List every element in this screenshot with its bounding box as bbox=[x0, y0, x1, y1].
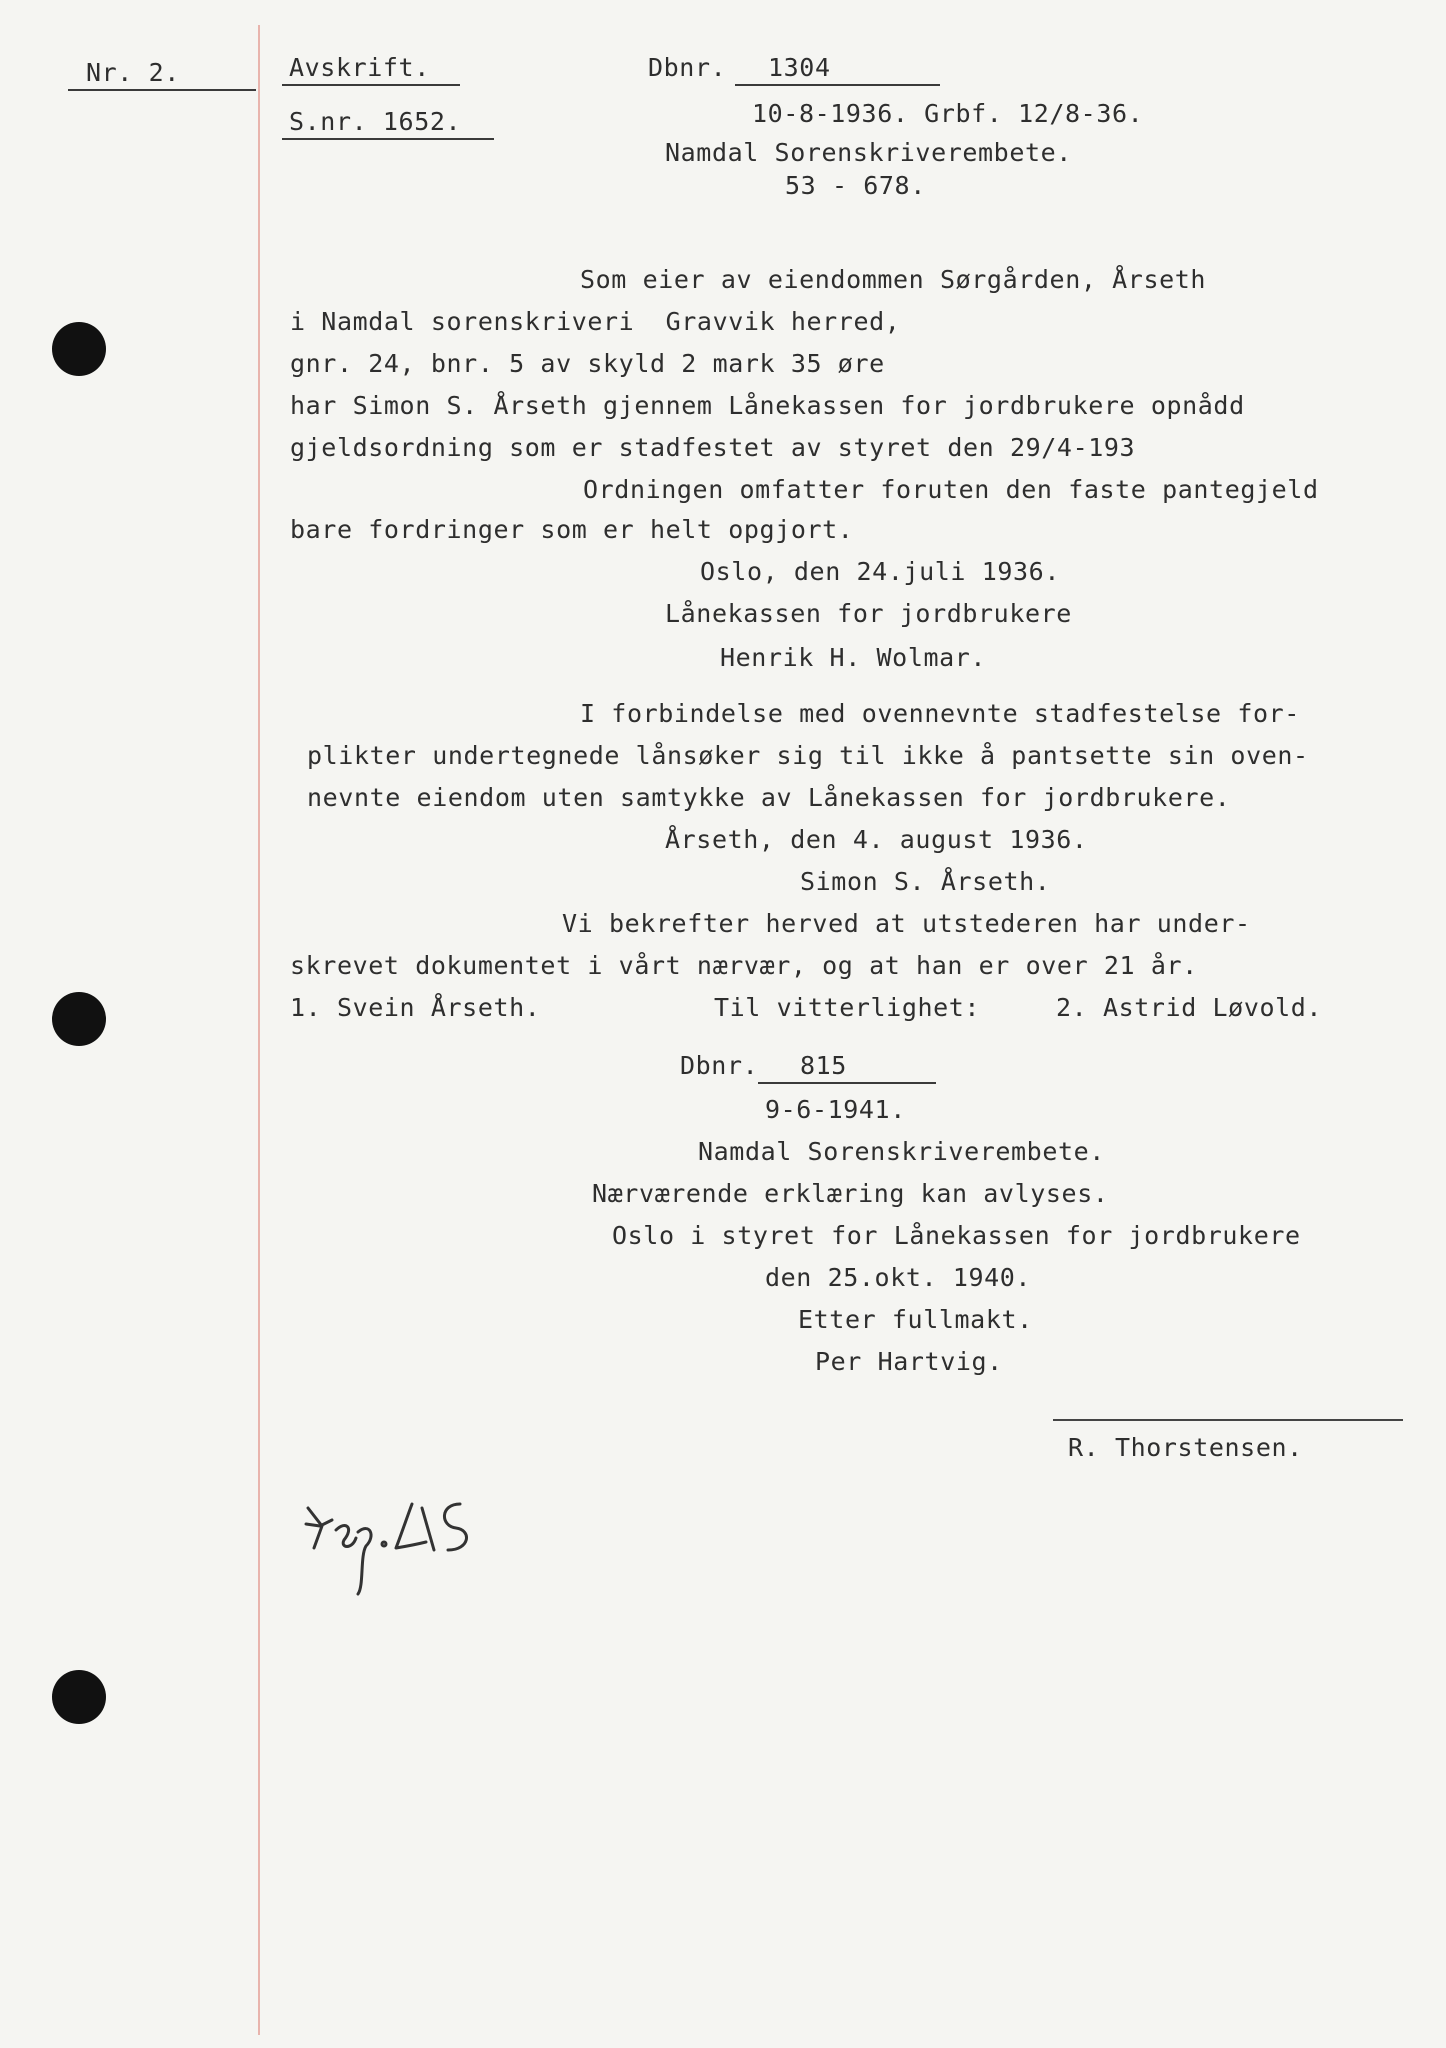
snr-underline bbox=[282, 138, 494, 140]
cancel-office: Namdal Sorenskriverembete. bbox=[698, 1137, 1105, 1166]
cancel-place: Oslo i styret for Lånekassen for jordbrukere bbox=[612, 1221, 1301, 1250]
cancel-authority: Etter fullmakt. bbox=[798, 1305, 1033, 1334]
dbnr-underline bbox=[735, 84, 940, 86]
cancel-dbnr-label: Dbnr. bbox=[680, 1051, 759, 1080]
declaration-line: Ordningen omfatter foruten den faste pantegjeld bbox=[583, 475, 1319, 504]
header-date-line: 10-8-1936. Grbf. 12/8-36. bbox=[752, 99, 1144, 128]
handwritten-note bbox=[300, 1490, 520, 1600]
header-office-line: Namdal Sorenskriverembete. bbox=[665, 138, 1072, 167]
cancel-dbnr-value: 815 bbox=[800, 1051, 847, 1080]
cancel-signatory: Per Hartvig. bbox=[815, 1347, 1003, 1376]
obligation-line: I forbindelse med ovennevnte stadfestelse for- bbox=[580, 699, 1300, 728]
witness-2: 2. Astrid Løvold. bbox=[1056, 993, 1323, 1022]
avskrift-underline bbox=[282, 84, 460, 86]
snr-label: S.nr. 1652. bbox=[289, 107, 462, 136]
witness-line: skrevet dokumentet i vårt nærvær, og at han er over 21 år. bbox=[290, 951, 1198, 980]
witness-1: 1. Svein Årseth. bbox=[290, 993, 541, 1022]
margin-line bbox=[258, 25, 260, 2035]
punch-hole bbox=[52, 322, 106, 376]
cancel-date2: den 25.okt. 1940. bbox=[765, 1263, 1032, 1292]
declaration-line: Som eier av eiendommen Sørgården, Årseth bbox=[580, 265, 1207, 294]
declaration-line: gjeldsordning som er stadfestet av styret den 29/4-193 bbox=[290, 433, 1136, 462]
declaration-line: gnr. 24, bnr. 5 av skyld 2 mark 35 øre bbox=[290, 349, 885, 378]
obligation-line: plikter undertegnede lånsøker sig til ikke å pantsette sin oven- bbox=[307, 741, 1309, 770]
declaration-line: bare fordringer som er helt opgjort. bbox=[290, 515, 854, 544]
declaration-signatory: Henrik H. Wolmar. bbox=[720, 643, 987, 672]
declaration-line: har Simon S. Årseth gjennem Lånekassen for jordbrukere opnådd bbox=[290, 391, 1245, 420]
obligation-line: nevnte eiendom uten samtykke av Lånekassen for jordbrukere. bbox=[307, 783, 1231, 812]
witness-line: Vi bekrefter herved at utstederen har under- bbox=[562, 909, 1251, 938]
dbnr-label: Dbnr. bbox=[648, 53, 727, 82]
clerk-name: R. Thorstensen. bbox=[1068, 1433, 1303, 1462]
nr-underline bbox=[68, 89, 256, 91]
header-ref-line: 53 - 678. bbox=[785, 171, 926, 200]
declaration-line: i Namdal sorenskriveri Gravvik herred, bbox=[290, 307, 901, 336]
avskrift-label: Avskrift. bbox=[289, 53, 430, 82]
obligation-signatory: Simon S. Årseth. bbox=[800, 867, 1051, 896]
dbnr-value: 1304 bbox=[768, 53, 831, 82]
cancel-date: 9-6-1941. bbox=[765, 1095, 906, 1124]
punch-hole bbox=[52, 1670, 106, 1724]
signature-rule bbox=[1053, 1419, 1403, 1421]
obligation-place-date: Årseth, den 4. august 1936. bbox=[665, 825, 1088, 854]
declaration-place-date: Oslo, den 24.juli 1936. bbox=[700, 557, 1060, 586]
cancel-statement: Nærværende erklæring kan avlyses. bbox=[592, 1179, 1109, 1208]
nr-label: Nr. 2. bbox=[86, 58, 180, 87]
cancel-dbnr-underline bbox=[758, 1082, 936, 1084]
declaration-institution: Lånekassen for jordbrukere bbox=[665, 599, 1072, 628]
punch-hole bbox=[52, 992, 106, 1046]
witness-label: Til vitterlighet: bbox=[714, 993, 981, 1022]
